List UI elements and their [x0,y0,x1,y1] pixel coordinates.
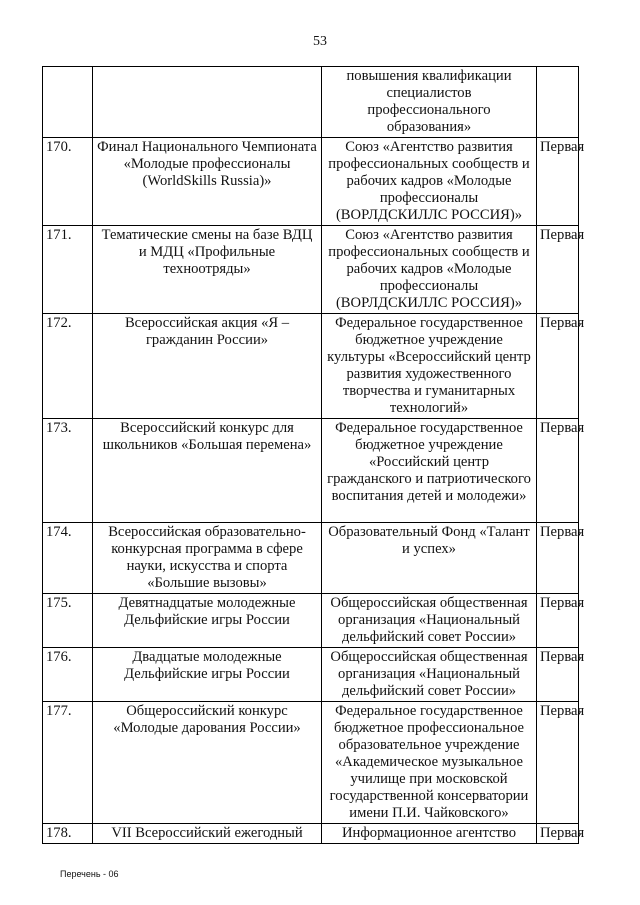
table-row [43,648,579,702]
organizer: Федеральное государственное бюджетное учреждение культуры «Всероссийский центр развития художественного творчества и гуманитарных технологий» [322,314,537,419]
category-level: Первая [537,226,579,314]
event-name: Всероссийский конкурс для школьников «Большая перемена» [93,419,322,523]
footer-note: Перечень - 06 [60,869,119,879]
row-number: 177. [43,702,93,824]
row-number: 178. [43,824,93,844]
event-name: Всероссийская образовательно-конкурсная программа в сфере науки, искусства и спорта «Большие вызовы» [93,523,322,594]
event-name: Тематические смены на базе ВДЦ и МДЦ «Профильные техноотряды» [93,226,322,314]
event-name: VII Всероссийский ежегодный [93,824,322,844]
row-number: 173. [43,419,93,523]
organizer: Федеральное государственное бюджетное учреждение «Российский центр гражданского и патриотического воспитания детей и молодежи» [322,419,537,523]
category-level: Первая [537,824,579,844]
category-level: Первая [537,594,579,648]
event-name: Всероссийская акция «Я – гражданин России» [93,314,322,419]
category-level: Первая [537,138,579,226]
row-number: 176. [43,648,93,702]
category-level: Первая [537,523,579,594]
row-number: 171. [43,226,93,314]
row-number: 175. [43,594,93,648]
page-number: 53 [313,34,327,49]
table-row [43,226,579,314]
organizer: Образовательный Фонд «Талант и успех» [322,523,537,594]
row-number [43,67,93,138]
organizer: повышения квалификации специалистов профессионального образования» [322,67,537,138]
event-name: Двадцатые молодежные Дельфийские игры России [93,648,322,702]
row-number: 170. [43,138,93,226]
category-level: Первая [537,419,579,523]
row-number: 172. [43,314,93,419]
organizer: Федеральное государственное бюджетное профессиональное образовательное учреждение «Академическое музыкальное училище при московской государственной консерватории имени П.И. Чайковского» [322,702,537,824]
event-name: Финал Национального Чемпионата «Молодые профессионалы (WorldSkills Russia)» [93,138,322,226]
organizer: Общероссийская общественная организация «Национальный дельфийский совет России» [322,594,537,648]
category-level: Первая [537,702,579,824]
table-row [43,138,579,226]
category-level: Первая [537,648,579,702]
category-level: Первая [537,314,579,419]
table-row [43,702,579,824]
organizer: Союз «Агентство развития профессиональных сообществ и рабочих кадров «Молодые профессионалы (ВОРЛДСКИЛЛС РОССИЯ)» [322,138,537,226]
event-name: Общероссийский конкурс «Молодые дарования России» [93,702,322,824]
organizer: Общероссийская общественная организация «Национальный дельфийский совет России» [322,648,537,702]
table-row [43,594,579,648]
table-row [43,419,579,523]
event-name: Девятнадцатые молодежные Дельфийские игры России [93,594,322,648]
table-row [43,523,579,594]
event-name [93,67,322,138]
category-level [537,67,579,138]
table-row [43,67,579,138]
row-number: 174. [43,523,93,594]
events-table [42,66,585,844]
organizer: Союз «Агентство развития профессиональных сообществ и рабочих кадров «Молодые профессионалы (ВОРЛДСКИЛЛС РОССИЯ)» [322,226,537,314]
organizer: Информационное агентство [322,824,537,844]
table-row [43,314,579,419]
table-row [43,824,579,844]
